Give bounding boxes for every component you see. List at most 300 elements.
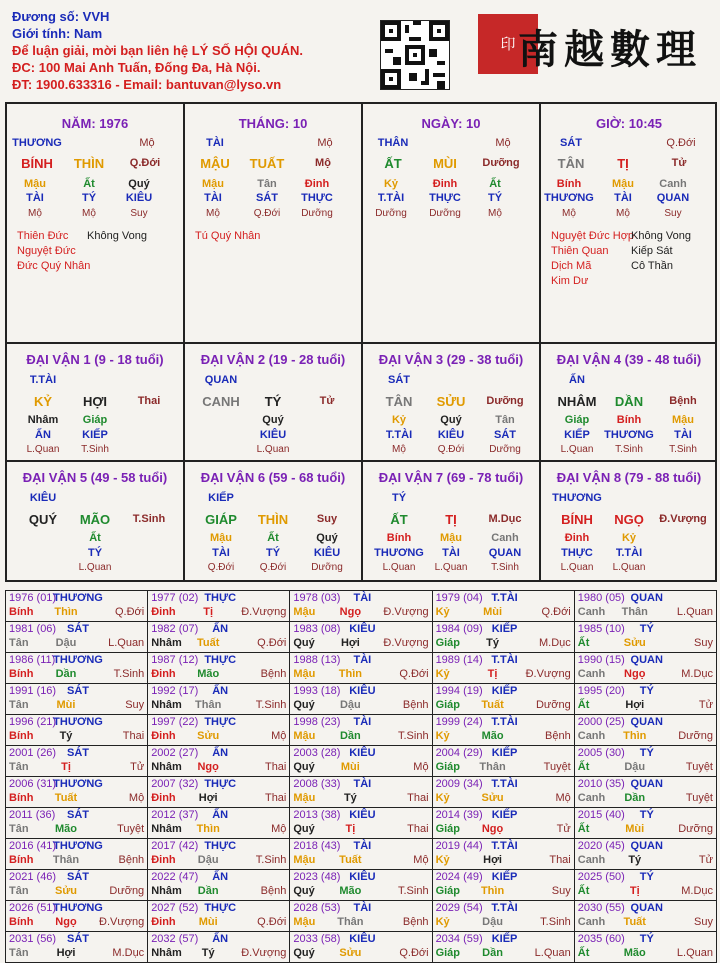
- hidden-truongsinh: Mộ: [28, 208, 42, 219]
- pillar-chi: THÌN: [73, 156, 105, 171]
- pillar-thapthan: THÂN: [377, 137, 409, 149]
- daivan-thapthan: T.TÀI: [29, 374, 57, 386]
- year-chi: Mùi: [198, 916, 218, 928]
- year-label: 1991 (16): [9, 685, 57, 697]
- year-cell: [290, 839, 432, 870]
- daivan-cell: [540, 343, 716, 461]
- year-thapthan: KIẾP: [491, 685, 518, 697]
- hidden-stem: Quý: [440, 414, 462, 426]
- year-label: 2023 (48): [293, 871, 341, 883]
- year-can: Kỷ: [435, 668, 450, 680]
- star-left: Thiên Đức: [17, 230, 69, 242]
- hidden-stem: Nhâm: [27, 414, 59, 426]
- year-can: Ất: [577, 947, 590, 959]
- year-label: 1990 (15): [577, 654, 625, 666]
- hidden-thapthan: KIẾP: [82, 429, 108, 441]
- year-truongsinh: Q.Đới: [114, 606, 145, 618]
- year-chi: Sửu: [481, 792, 504, 804]
- year-thapthan: TÀI: [353, 778, 372, 790]
- year-chi: Mùi: [483, 606, 503, 618]
- year-can: Ất: [577, 761, 590, 773]
- pillar-truongsinh: Mộ: [139, 137, 155, 149]
- year-chi: Mùi: [56, 699, 76, 711]
- hidden-thapthan: TÝ: [265, 547, 281, 559]
- hidden-truongsinh: Mộ: [562, 208, 576, 219]
- year-truongsinh: Q.Đới: [399, 668, 429, 680]
- logo-text: 南越數理: [518, 26, 702, 73]
- year-can: Mậu: [293, 606, 316, 618]
- year-label: 1989 (14): [435, 654, 483, 666]
- year-label: 2030 (55): [577, 902, 625, 914]
- table-row: [6, 591, 717, 622]
- daivan-truongsinh: Suy: [316, 513, 338, 525]
- hidden-stem: Kỷ: [621, 532, 637, 544]
- year-truongsinh: Suy: [694, 916, 713, 928]
- year-cell: [432, 622, 574, 653]
- year-label: 2010 (35): [577, 778, 625, 790]
- hidden-thapthan: THƯƠNG: [604, 429, 654, 441]
- hidden-truongsinh: Mộ: [392, 444, 406, 455]
- year-can: Kỷ: [435, 916, 450, 928]
- year-can: Giáp: [435, 761, 461, 773]
- year-thapthan: SÁT: [67, 809, 89, 821]
- daivan-can: TÂN: [385, 394, 413, 409]
- year-chi: Mão: [55, 823, 77, 835]
- year-truongsinh: T.Sinh: [540, 916, 571, 928]
- year-chi: Dậu: [197, 854, 219, 866]
- hidden-thapthan: KIẾP: [564, 429, 590, 441]
- star-right: Không Vong: [631, 230, 691, 242]
- year-label: 2020 (45): [577, 840, 625, 852]
- hidden-thapthan: T.TÀI: [615, 547, 643, 559]
- year-cell: [290, 901, 432, 932]
- year-can: Kỷ: [435, 854, 450, 866]
- year-cell: [148, 622, 290, 653]
- duong-so: Đương số: VVH: [12, 9, 110, 24]
- year-truongsinh: Suy: [551, 885, 571, 897]
- daivan-can: KỶ: [33, 394, 53, 409]
- table-row: [6, 870, 717, 901]
- year-thapthan: KIÊU: [349, 685, 376, 697]
- hidden-stem: Mậu: [612, 178, 634, 190]
- year-can: Đinh: [151, 668, 176, 680]
- year-cell: [574, 932, 716, 963]
- year-cell: [290, 808, 432, 839]
- daivan-cell: [184, 461, 362, 581]
- year-chi: Sửu: [197, 730, 220, 742]
- daivan-thapthan: TÝ: [391, 492, 407, 504]
- year-truongsinh: Q.Đới: [257, 916, 287, 928]
- hidden-truongsinh: T.Sinh: [615, 444, 643, 455]
- year-cell: [6, 932, 148, 963]
- year-label: 1995 (20): [577, 685, 625, 697]
- gioi-tinh: Giới tính: Nam: [12, 26, 103, 41]
- year-label: 1997 (22): [151, 716, 199, 728]
- year-cell: [148, 870, 290, 901]
- year-label: 1999 (24): [435, 716, 483, 728]
- year-can: Tân: [9, 947, 29, 959]
- year-truongsinh: Tử: [130, 761, 145, 773]
- year-chi: Hợi: [340, 637, 360, 649]
- hidden-truongsinh: Mộ: [488, 208, 502, 219]
- year-chi: Tị: [629, 885, 640, 897]
- year-can: Đinh: [151, 916, 176, 928]
- year-chi: Dậu: [55, 637, 77, 649]
- year-truongsinh: M.Dục: [112, 947, 145, 959]
- year-chi: Tị: [345, 823, 356, 835]
- year-can: Kỷ: [435, 730, 450, 742]
- year-label: 1981 (06): [9, 623, 57, 635]
- hidden-truongsinh: Q.Đới: [253, 208, 281, 219]
- daivan-thapthan: KIẾP: [208, 492, 234, 504]
- year-thapthan: THỰC: [204, 592, 237, 604]
- hidden-truongsinh: L.Quan: [256, 444, 290, 455]
- year-thapthan: QUAN: [630, 654, 663, 666]
- year-thapthan: QUAN: [630, 592, 663, 604]
- year-can: Canh: [577, 854, 606, 866]
- year-label: 2017 (42): [151, 840, 199, 852]
- pillar-cell: [184, 103, 362, 343]
- year-truongsinh: Bệnh: [260, 668, 287, 680]
- hidden-stem: Kỷ: [391, 414, 407, 426]
- daivan-truongsinh: M.Dục: [488, 513, 522, 525]
- pillar-truongsinh: Mộ: [495, 137, 511, 149]
- daivan-cell: [362, 343, 540, 461]
- year-chi: Tuất: [339, 854, 362, 866]
- year-chi: Thìn: [54, 606, 78, 618]
- year-thapthan: T.TÀI: [491, 840, 518, 852]
- hidden-stem: Bính: [616, 414, 642, 426]
- pillar-chi: MÙI: [433, 156, 457, 171]
- daivan-can: GIÁP: [205, 512, 237, 527]
- year-truongsinh: Mộ: [413, 854, 429, 866]
- hidden-truongsinh: L.Quan: [612, 562, 646, 573]
- year-truongsinh: Tuyệt: [685, 792, 713, 804]
- year-thapthan: SÁT: [67, 871, 89, 883]
- year-can: Quý: [293, 699, 315, 711]
- year-chi: Tuất: [481, 699, 504, 711]
- star-right: Kiếp Sát: [631, 245, 673, 257]
- hidden-thapthan: SÁT: [494, 429, 516, 441]
- daivan-cell: [6, 461, 184, 581]
- hidden-stem: Mậu: [672, 414, 694, 426]
- pillar-thansat: Q.Đới: [129, 157, 161, 169]
- daivan-thapthan: QUAN: [204, 374, 238, 386]
- year-cell: [290, 653, 432, 684]
- year-thapthan: TÀI: [353, 840, 372, 852]
- year-chi: Tuất: [623, 916, 646, 928]
- year-cell: [290, 715, 432, 746]
- year-can: Bính: [9, 916, 34, 928]
- year-truongsinh: M.Dục: [681, 668, 713, 680]
- year-cell: [574, 777, 716, 808]
- hidden-truongsinh: L.Quan: [78, 562, 112, 573]
- daivan-chi: SỬU: [436, 394, 466, 409]
- hidden-thapthan: TÀI: [212, 547, 230, 559]
- year-truongsinh: Q.Đới: [257, 637, 287, 649]
- year-thapthan: T.TÀI: [491, 778, 518, 790]
- hidden-stem: Tân: [495, 414, 515, 426]
- hidden-truongsinh: Q.Đới: [437, 444, 465, 455]
- year-cell: [6, 622, 148, 653]
- year-thapthan: TÀI: [353, 716, 372, 728]
- year-truongsinh: Dưỡng: [109, 885, 145, 897]
- year-cell: [6, 808, 148, 839]
- year-label: 2012 (37): [151, 809, 199, 821]
- pillar-cell: [6, 103, 184, 343]
- year-thapthan: THỰC: [204, 716, 237, 728]
- year-label: 2013 (38): [293, 809, 341, 821]
- star-left: Đức Quý Nhân: [17, 260, 91, 272]
- hidden-truongsinh: T.Sinh: [669, 444, 697, 455]
- year-truongsinh: Mộ: [271, 823, 287, 835]
- year-chi: Dần: [55, 668, 77, 680]
- table-row: [6, 746, 717, 777]
- year-chi: Ngọ: [197, 761, 219, 773]
- year-thapthan: KIÊU: [349, 933, 376, 945]
- year-cell: [432, 839, 574, 870]
- year-chi: Thân: [52, 854, 80, 866]
- year-chi: Dần: [482, 947, 503, 959]
- year-can: Nhâm: [151, 885, 182, 897]
- year-thapthan: TÝ: [639, 871, 654, 883]
- year-label: 2002 (27): [151, 747, 199, 759]
- table-row: [6, 839, 717, 870]
- hidden-thapthan: TÀI: [442, 547, 460, 559]
- year-chi: Tuất: [196, 637, 220, 649]
- year-chi: Hợi: [625, 699, 645, 711]
- daivan-can: BÍNH: [561, 512, 593, 527]
- year-truongsinh: T.Sinh: [397, 730, 429, 742]
- hidden-thapthan: THỰC: [429, 192, 461, 204]
- year-chi: Hợi: [483, 854, 502, 866]
- star-left: Kim Dư: [551, 275, 589, 287]
- year-can: Giáp: [435, 637, 461, 649]
- year-chi: Sửu: [623, 637, 646, 649]
- year-label: 1992 (17): [151, 685, 199, 697]
- pillar-cell: [362, 103, 540, 343]
- year-chi: Mão: [623, 947, 646, 959]
- year-label: 2011 (36): [9, 809, 56, 821]
- hidden-thapthan: QUAN: [488, 547, 522, 559]
- year-thapthan: T.TÀI: [491, 902, 518, 914]
- year-chi: Dậu: [482, 916, 503, 928]
- year-label: 2021 (46): [9, 871, 57, 883]
- year-chi: Thân: [195, 699, 222, 711]
- year-label: 1998 (23): [293, 716, 341, 728]
- year-cell: [574, 715, 716, 746]
- hidden-stem: Giáp: [564, 414, 590, 426]
- year-can: Tân: [9, 823, 29, 835]
- hidden-stem: Ất: [489, 178, 501, 190]
- year-truongsinh: L.Quan: [676, 947, 713, 959]
- pillar-title: NĂM: 1976: [61, 116, 129, 131]
- daivan-truongsinh: Đ.Vượng: [659, 513, 707, 525]
- year-chi: Mùi: [625, 823, 645, 835]
- hidden-stem: Giáp: [82, 414, 108, 426]
- year-thapthan: KIẾP: [491, 747, 518, 759]
- year-truongsinh: Dưỡng: [678, 730, 713, 742]
- hidden-stem: Quý: [128, 178, 150, 190]
- year-label: 1978 (03): [293, 592, 341, 604]
- hidden-truongsinh: Suy: [130, 208, 148, 219]
- year-can: Quý: [293, 885, 315, 897]
- year-can: Bính: [9, 668, 34, 680]
- year-truongsinh: Bệnh: [260, 885, 287, 897]
- year-truongsinh: L.Quan: [534, 947, 571, 959]
- hidden-thapthan: THỰC: [561, 547, 593, 559]
- year-thapthan: KIẾP: [491, 623, 518, 635]
- phone-email-line: ĐT: 1900.633316 - Email: bantuvan@lyso.vn: [12, 77, 282, 92]
- year-truongsinh: Thai: [122, 730, 145, 742]
- year-can: Bính: [9, 730, 34, 742]
- year-can: Quý: [293, 823, 315, 835]
- year-thapthan: QUAN: [630, 902, 663, 914]
- table-row: [6, 808, 717, 839]
- year-cell: [290, 932, 432, 963]
- daivan-chi: HỢI: [82, 394, 108, 409]
- year-label: 2025 (50): [577, 871, 625, 883]
- year-chi: Thân: [621, 606, 648, 618]
- daivan-title: ĐẠI VẬN 5 (49 - 58 tuổi): [22, 470, 168, 485]
- year-label: 2003 (28): [293, 747, 341, 759]
- year-thapthan: ẤN: [212, 933, 229, 945]
- year-cell: [148, 591, 290, 622]
- year-thapthan: THỰC: [204, 902, 237, 914]
- year-cell: [574, 653, 716, 684]
- year-chi: Tý: [201, 947, 215, 959]
- year-truongsinh: Thai: [264, 792, 287, 804]
- year-thapthan: KIÊU: [349, 809, 376, 821]
- logo-seal: 印: [478, 14, 538, 74]
- hidden-thapthan: KIÊU: [313, 547, 341, 559]
- year-truongsinh: Suy: [694, 637, 713, 649]
- year-label: 2004 (29): [435, 747, 483, 759]
- pillar-title: GIỜ: 10:45: [595, 116, 663, 131]
- year-truongsinh: Tuyệt: [685, 761, 713, 773]
- year-chi: Tý: [59, 730, 73, 742]
- year-label: 2009 (34): [435, 778, 483, 790]
- year-thapthan: THƯƠNG: [53, 592, 103, 604]
- year-truongsinh: Tử: [698, 699, 713, 711]
- table-row: [6, 715, 717, 746]
- pillar-cell: [540, 103, 716, 343]
- year-cell: [290, 684, 432, 715]
- hidden-stem: Tân: [257, 178, 277, 190]
- year-thapthan: ẤN: [212, 685, 229, 697]
- year-thapthan: QUAN: [630, 716, 663, 728]
- year-truongsinh: L.Quan: [108, 637, 145, 649]
- year-truongsinh: Đ.Vượng: [241, 606, 287, 618]
- year-thapthan: SÁT: [67, 623, 89, 635]
- year-chi: Thân: [479, 761, 506, 773]
- hidden-truongsinh: L.Quan: [382, 562, 416, 573]
- year-cell: [290, 622, 432, 653]
- year-chi: Hợi: [198, 792, 218, 804]
- year-truongsinh: Dưỡng: [535, 699, 571, 711]
- year-cell: [148, 901, 290, 932]
- year-can: Mậu: [293, 730, 316, 742]
- year-cell: [148, 715, 290, 746]
- year-label: 2000 (25): [577, 716, 625, 728]
- year-cell: [290, 870, 432, 901]
- year-cell: [432, 715, 574, 746]
- year-can: Nhâm: [151, 761, 182, 773]
- year-truongsinh: M.Dục: [681, 885, 713, 897]
- year-can: Canh: [577, 606, 606, 618]
- year-chi: Tị: [61, 761, 71, 773]
- hidden-truongsinh: L.Quan: [560, 444, 594, 455]
- year-label: 1993 (18): [293, 685, 341, 697]
- daivan-title: ĐẠI VẬN 6 (59 - 68 tuổi): [200, 470, 346, 485]
- year-truongsinh: Đ.Vượng: [383, 637, 429, 649]
- year-can: Giáp: [435, 699, 461, 711]
- year-label: 2031 (56): [9, 933, 57, 945]
- daivan-chi: NGỌ: [614, 512, 644, 527]
- pillar-can: BÍNH: [21, 156, 53, 171]
- hidden-stem: Đinh: [304, 178, 330, 190]
- pillar-thansat: Tử: [671, 157, 687, 169]
- year-can: Canh: [577, 730, 606, 742]
- year-label: 2008 (33): [293, 778, 341, 790]
- hidden-thapthan: ẤN: [35, 429, 51, 441]
- year-label: 1984 (09): [435, 623, 483, 635]
- daivan-title: ĐẠI VẬN 3 (29 - 38 tuổi): [378, 352, 524, 367]
- star-left: Nguyệt Đức: [17, 245, 76, 257]
- year-can: Mậu: [293, 668, 316, 680]
- daivan-cell: [540, 461, 716, 581]
- year-truongsinh: Đ.Vượng: [99, 916, 145, 928]
- year-can: Đinh: [151, 792, 176, 804]
- year-thapthan: KIÊU: [349, 623, 376, 635]
- daivan-can: CANH: [202, 394, 240, 409]
- hidden-thapthan: TÀI: [204, 192, 222, 204]
- year-cell: [432, 653, 574, 684]
- year-chi: Dậu: [339, 699, 361, 711]
- year-can: Nhâm: [151, 823, 182, 835]
- year-chi: Tý: [628, 854, 642, 866]
- year-chi: Ngọ: [55, 916, 77, 928]
- hidden-truongsinh: Suy: [664, 208, 682, 219]
- year-truongsinh: Thai: [264, 761, 287, 773]
- year-cell: [148, 808, 290, 839]
- year-thapthan: T.TÀI: [491, 654, 518, 666]
- star-left: Tú Quý Nhân: [195, 230, 261, 242]
- table-row: [6, 932, 717, 963]
- year-label: 2016 (41): [9, 840, 57, 852]
- pillar-can: TÂN: [557, 156, 585, 171]
- hidden-stem: Quý: [262, 414, 284, 426]
- year-cell: [432, 777, 574, 808]
- year-thapthan: THỰC: [204, 778, 237, 790]
- year-can: Ất: [577, 637, 590, 649]
- hidden-truongsinh: Mộ: [616, 208, 630, 219]
- year-label: 1982 (07): [151, 623, 199, 635]
- year-chi: Dần: [624, 792, 646, 804]
- year-truongsinh: Tử: [556, 823, 571, 835]
- year-thapthan: TÀI: [353, 592, 372, 604]
- hidden-truongsinh: Q.Đới: [207, 562, 235, 573]
- year-cell: [6, 746, 148, 777]
- year-chi: Thìn: [196, 823, 220, 835]
- year-truongsinh: L.Quan: [676, 606, 713, 618]
- year-can: Bính: [9, 854, 34, 866]
- daivan-chi: DẦN: [614, 394, 644, 409]
- daivan-cell: [6, 343, 184, 461]
- year-cell: [432, 808, 574, 839]
- hidden-truongsinh: Q.Đới: [259, 562, 287, 573]
- hidden-truongsinh: Dưỡng: [429, 208, 461, 219]
